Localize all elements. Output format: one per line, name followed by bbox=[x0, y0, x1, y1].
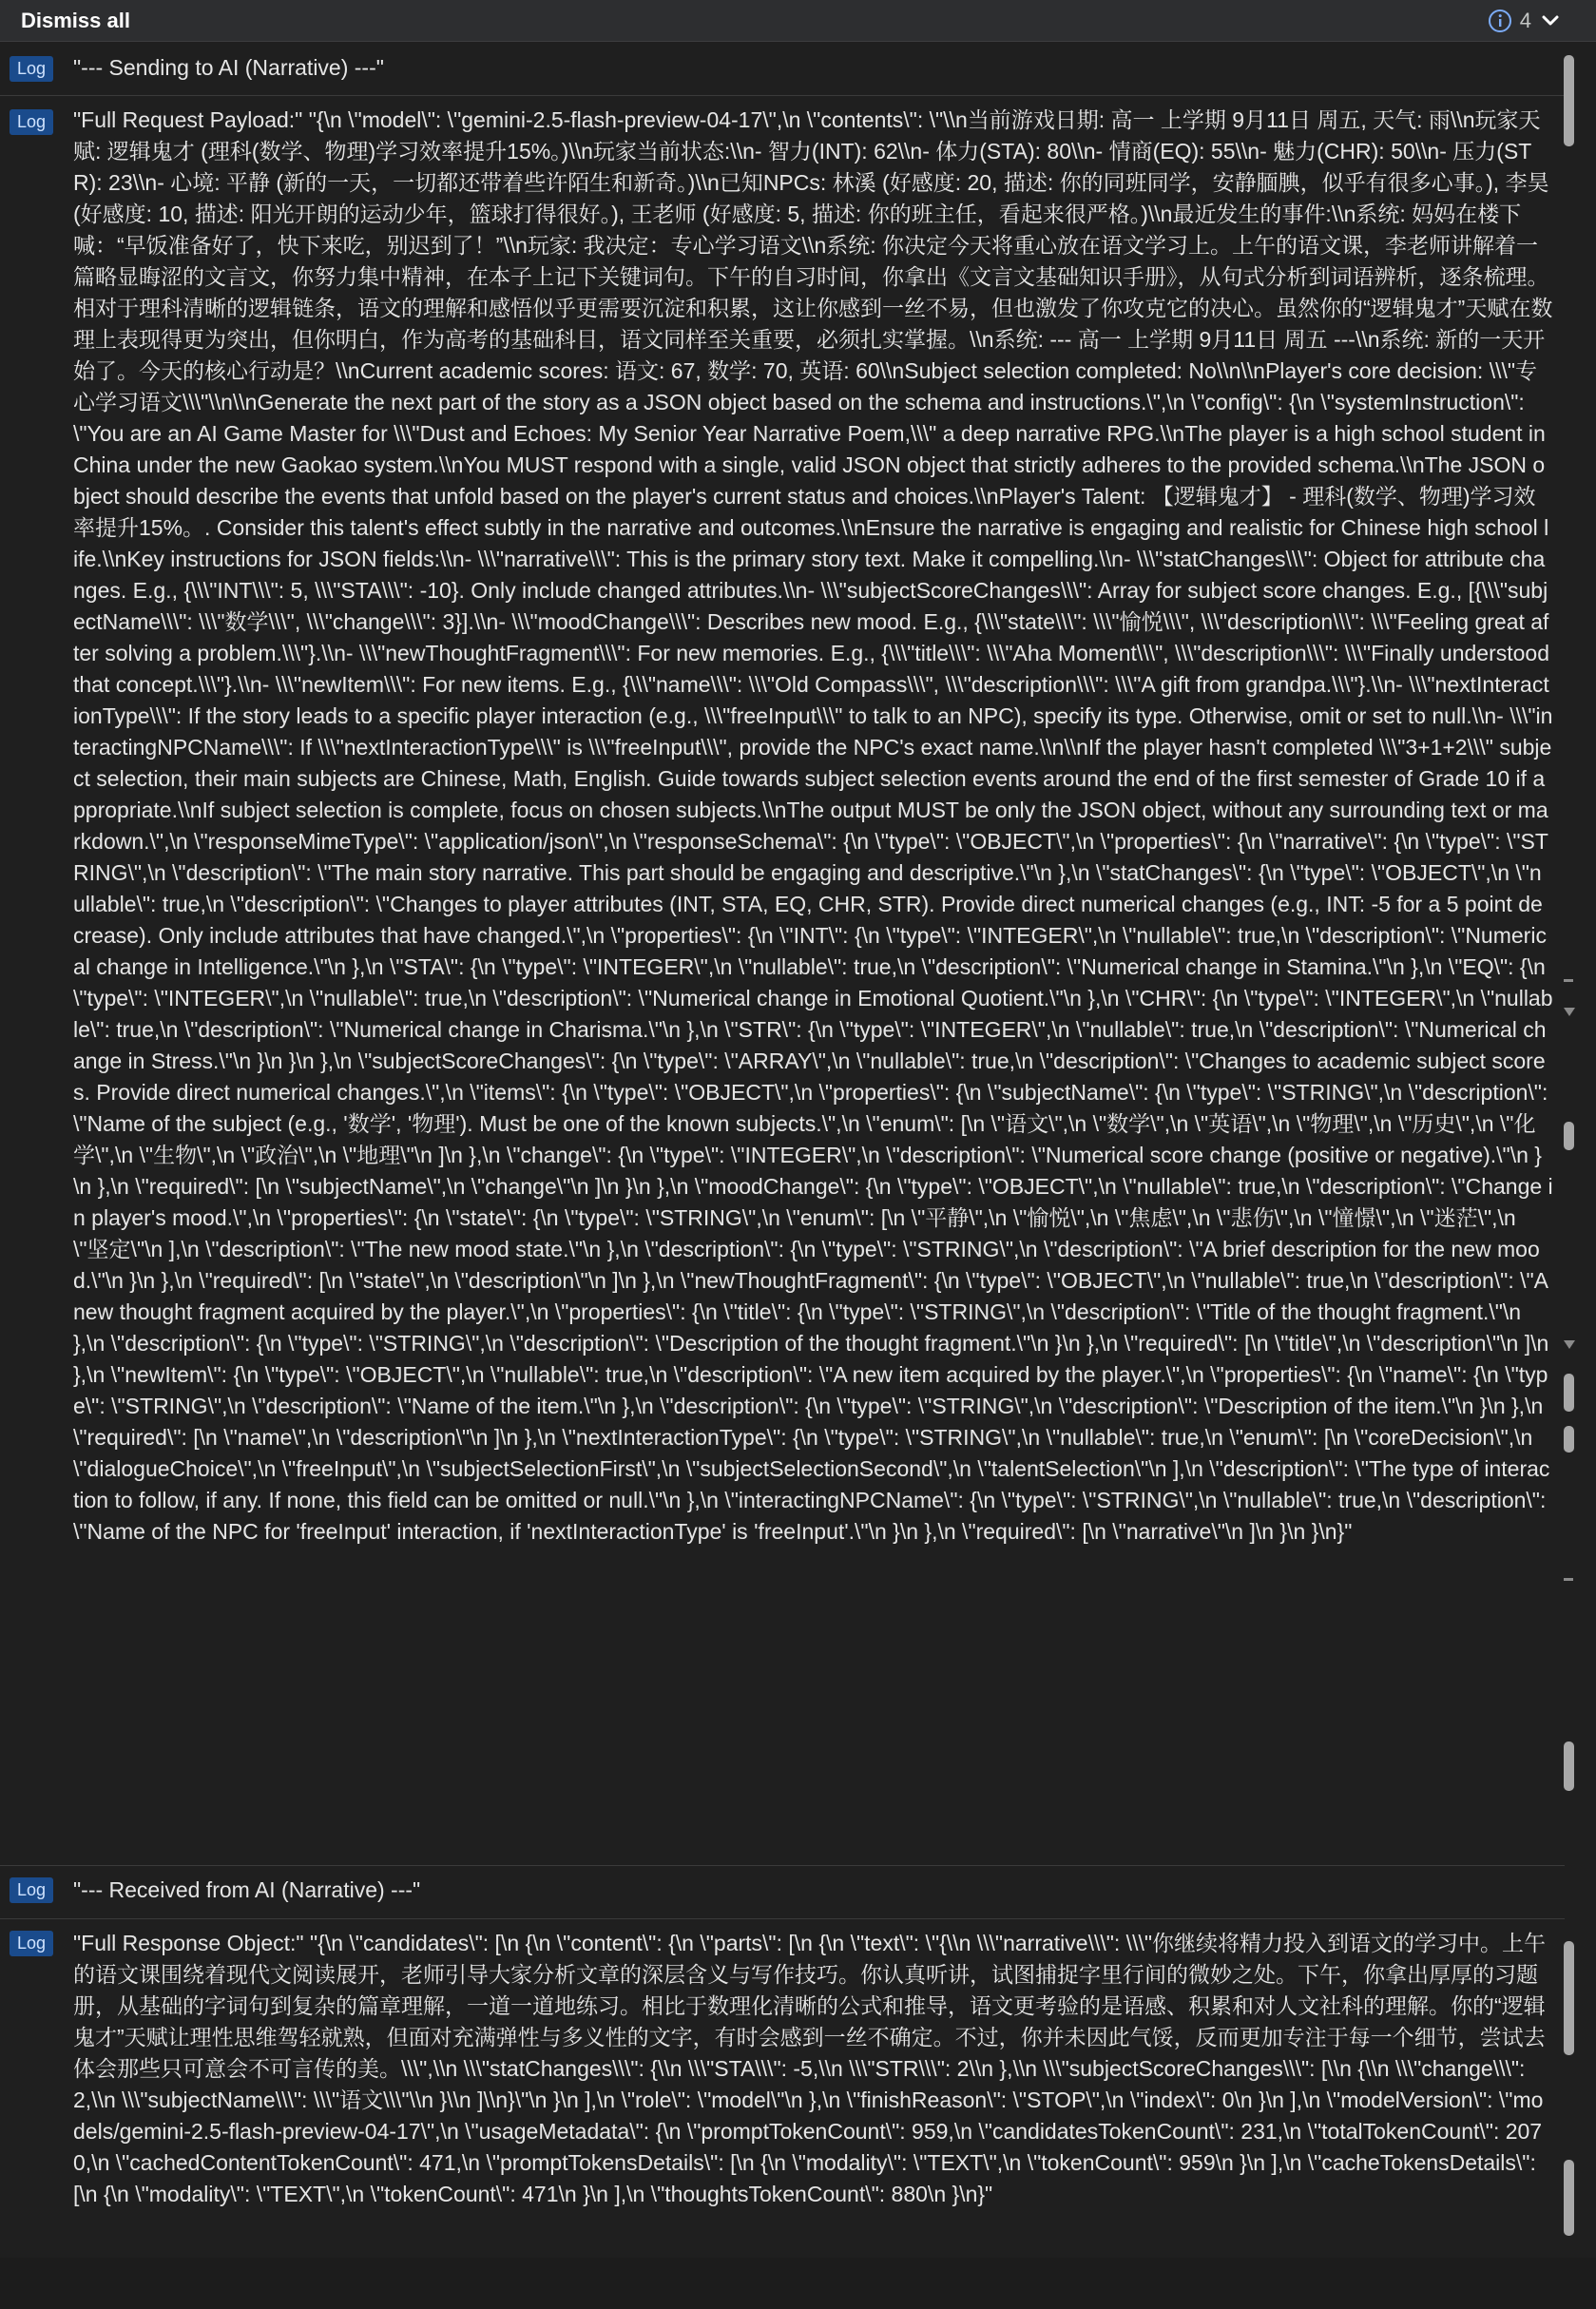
scroll-segment bbox=[1564, 1741, 1574, 1791]
scroll-down-icon[interactable] bbox=[1564, 1340, 1575, 1349]
log-entry bbox=[0, 1866, 1565, 1919]
log-entry bbox=[0, 43, 1565, 96]
console-log-list[interactable] bbox=[0, 43, 1565, 2258]
log-badge: Log bbox=[10, 109, 53, 135]
scrollbar-thumb[interactable] bbox=[1564, 55, 1574, 146]
log-badge: Log bbox=[10, 56, 53, 82]
scroll-marker bbox=[1564, 1578, 1573, 1581]
log-entry bbox=[0, 96, 1565, 1866]
scroll-segment bbox=[1564, 1426, 1574, 1453]
log-message: "--- Received from AI (Narrative) ---" bbox=[73, 1877, 421, 1902]
log-badge: Log bbox=[10, 1877, 53, 1903]
chevron-down-icon[interactable] bbox=[1539, 10, 1562, 32]
scroll-segment bbox=[1564, 1122, 1574, 1150]
scroll-segment bbox=[1564, 1374, 1574, 1412]
log-message: "--- Sending to AI (Narrative) ---" bbox=[73, 55, 384, 80]
dismiss-all-button[interactable]: Dismiss all bbox=[21, 8, 130, 32]
log-badge: Log bbox=[10, 1931, 53, 1956]
scroll-marker bbox=[1564, 979, 1573, 982]
console-footer bbox=[0, 2258, 1596, 2309]
log-entry bbox=[0, 1919, 1565, 2258]
info-icon[interactable] bbox=[1488, 9, 1512, 33]
scrollbar-track[interactable] bbox=[1565, 43, 1596, 2258]
scroll-segment bbox=[1564, 2160, 1574, 2236]
header-controls bbox=[1488, 8, 1562, 34]
log-message: "Full Response Object:" "{\n \"candidates\": [\n {\n \"content\": {\n \"parts\": [\n {\n \"text\": \"{\\n \\\"narrative\\\": \\\"你继续将精力投入到语文的学习中。上午的语文课围绕着现代文阅读展开，老师引导大家分析文章的深层含义与写作技巧。你认真听讲，试图捕捉字里行间的微妙之处。下午，你拿出厚厚的习题册，从基础的字词句到复杂的篇章理解，一道一道地练习。相比于数理化清晰的公式和推导，语文更考验的是语感、积累和对人文社科的理解。你的“逻辑鬼才”天赋让理性思维驾轻就熟，但面对充满弹性与多义性的文字，有时会感到一丝不确定。不过，你并未因此气馁，反而更加专注于每一个细节，尝试去体会那些只可意会不可言传的美。\\\",\\n \\\"statChanges\\\": {\\n \\\"STA\\\": -5,\\n \\\"STR\\\": 2\\n },\\n \\\"subjectScoreChanges\\\": [\\n {\\n \\\"change\\\": 2,\\n \\\"subjectName\\\": \\\"语文\\\"\\n }\\n ]\\n}\"\n }\n ],\n \"role\": \"model\"\n },\n \"finishReason\": \"STOP\",\n \"index\": 0\n }\n ],\n \"modelVersion\": \"models/gemini-2.5-flash-preview-04-17\",\n \"usageMetadata\": {\n \"promptTokenCount\": 959,\n \"candidatesTokenCount\": 231,\n \"totalTokenCount\": 2070,\n \"cachedContentTokenCount\": 471,\n \"promptTokensDetails\": [\n {\n \"modality\": \"TEXT\",\n \"tokenCount\": 959\n }\n ],\n \"cacheTokensDetails\": [\n {\n \"modality\": \"TEXT\",\n \"tokenCount\": 471\n }\n ],\n \"thoughtsTokenCount\": 880\n }\n}" bbox=[73, 1931, 1547, 2206]
log-message: "Full Request Payload:" "{\n \"model\": \"gemini-2.5-flash-preview-04-17\",\n \"contents\": \"\\n当前游戏日期: 高一 上学期 9月11日 周五, 天气: 雨\\n玩家天赋: 逻辑鬼才 (理科(数学、物理)学习效率提升15%。)\\n玩家当前状态:\\n- 智力(INT): 62\\n- 体力(STA): 80\\n- 情商(EQ): 55\\n- 魅力(CHR): 50\\n- 压力(STR): 23\\n- 心境: 平静 (新的一天，一切都还带着些许陌生和新奇。)\\n已知NPCs: 林溪 (好感度: 20, 描述: 你的同班同学，安静腼腆，似乎有很多心事。), 李昊 (好感度: 10, 描述: 阳光开朗的运动少年，篮球打得很好。), 王老师 (好感度: 5, 描述: 你的班主任，看起来很严格。)\\n最近发生的事件:\\n系统: 妈妈在楼下喊：“早饭准备好了，快下来吃，别迟到了！”\\n玩家: 我决定：专心学习语文\\n系统: 你决定今天将重心放在语文学习上。上午的语文课，李老师讲解着一篇略显晦涩的文言文，你努力集中精神，在本子上记下关键词句。下午的自习时间，你拿出《文言文基础知识手册》，从句式分析到词语辨析，逐条梳理。相对于理科清晰的逻辑链条，语文的理解和感悟似乎更需要沉淀和积累，这让你感到一丝不易，但也激发了你攻克它的决心。虽然你的“逻辑鬼才”天赋在数理上表现得更为突出，但你明白，作为高考的基础科目，语文同样至关重要，必须扎实掌握。\\n系统: --- 高一 上学期 9月11日 周五 ---\\n系统: 新的一天开始了。今天的核心行动是？\\nCurrent academic scores: 语文: 67, 数学: 70, 英语: 60\\nSubject selection completed: No\\n\\nPlayer's core decision: \\\"专心学习语文\\\"\\n\\nGenerate the next part of the story as a JSON object based on the schema and instructions.\",\n \"config\": {\n \"systemInstruction\": \"You are an AI Game Master for \\\"Dust and Echoes: My Senior Year Narrative Poem,\\\" a deep narrative RPG.\\nThe player is a high school student in China under the new Gaokao system.\\nYou MUST respond with a single, valid JSON object that strictly adheres to the provided schema.\\nThe JSON object should describe the events that unfold based on the player's current status and choices.\\nPlayer's Talent: 【逻辑鬼才】 - 理科(数学、物理)学习效率提升15%。. Consider this talent's effect subtly in the narrative and outcomes.\\nEnsure the narrative is engaging and realistic for Chinese high school life.\\nKey instructions for JSON fields:\\n- \\\"narrative\\\": This is the primary story text. Make it compelling.\\n- \\\"statChanges\\\": Object for attribute changes. E.g., {\\\"INT\\\": 5, \\\"STA\\\": -10}. Only include changed attributes.\\n- \\\"subjectScoreChanges\\\": Array for subject score changes. E.g., [{\\\"subjectName\\\": \\\"数学\\\", \\\"change\\\": 3}].\\n- \\\"moodChange\\\": Describes new mood. E.g., {\\\"state\\\": \\\"愉悦\\\", \\\"description\\\": \\\"Feeling great after solving a problem.\\\"}.\\n- \\\"newThoughtFragment\\\": For new memories. E.g., {\\\"title\\\": \\\"Aha Moment\\\", \\\"description\\\": \\\"Finally understood that concept.\\\"}.\\n- \\\"newItem\\\": For new items. E.g., {\\\"name\\\": \\\"Old Compass\\\", \\\"description\\\": \\\"A gift from grandpa.\\\"}.\\n- \\\"nextInteractionType\\\": If the story leads to a specific player interaction (e.g., \\\"freeInput\\\" to talk to an NPC), specify its type. Otherwise, omit or set to null.\\n- \\\"interactingNPCName\\\": If \\\"nextInteractionType\\\" is \\\"freeInput\\\", provide the NPC's exact name.\\n\\nIf the player hasn't completed \\\"3+1+2\\\" subject selection, their main subjects are Chinese, Math, English. Guide towards subject selection events around the end of the first semester of Grade 10 if appropriate.\\nIf subject selection is complete, focus on chosen subjects.\\nThe output MUST be only the JSON object, without any surrounding text or markdown.\",\n \"responseMimeType\": \"application/json\",\n \"responseSchema\": {\n \"type\": \"OBJECT\",\n \"properties\": {\n \"narrative\": {\n \"type\": \"STRING\",\n \"description\": \"The main story narrative. This part should be engaging and descriptive.\"\n },\n \"statChanges\": {\n \"type\": \"OBJECT\",\n \"nullable\": true,\n \"description\": \"Changes to player attributes (INT, STA, EQ, CHR, STR). Provide direct numerical changes (e.g., INT: -5 for a 5 point decrease). Only include attributes that have changed.\",\n \"properties\": {\n \"INT\": {\n \"type\": \"INTEGER\",\n \"nullable\": true,\n \"description\": \"Numerical change in Intelligence.\"\n },\n \"STA\": {\n \"type\": \"INTEGER\",\n \"nullable\": true,\n \"description\": \"Numerical change in Stamina.\"\n },\n \"EQ\": {\n \"type\": \"INTEGER\",\n \"nullable\": true,\n \"description\": \"Numerical change in Emotional Quotient.\"\n },\n \"CHR\": {\n \"type\": \"INTEGER\",\n \"nullable\": true,\n \"description\": \"Numerical change in Charisma.\"\n },\n \"STR\": {\n \"type\": \"INTEGER\",\n \"nullable\": true,\n \"description\": \"Numerical change in Stress.\"\n }\n }\n },\n \"subjectScoreChanges\": {\n \"type\": \"ARRAY\",\n \"nullable\": true,\n \"description\": \"Changes to academic subject scores. Provide direct numerical changes.\",\n \"items\": {\n \"type\": \"OBJECT\",\n \"properties\": {\n \"subjectName\": {\n \"type\": \"STRING\",\n \"description\": \"Name of the subject (e.g., '数学', '物理'). Must be one of the known subjects.\",\n \"enum\": [\n \"语文\",\n \"数学\",\n \"英语\",\n \"物理\",\n \"历史\",\n \"化学\",\n \"生物\",\n \"政治\",\n \"地理\"\n ]\n },\n \"change\": {\n \"type\": \"INTEGER\",\n \"description\": \"Numerical score change (positive or negative).\"\n }\n },\n \"required\": [\n \"subjectName\",\n \"change\"\n ]\n }\n },\n \"moodChange\": {\n \"type\": \"OBJECT\",\n \"nullable\": true,\n \"description\": \"Change in player's mood.\",\n \"properties\": {\n \"state\": {\n \"type\": \"STRING\",\n \"enum\": [\n \"平静\",\n \"愉悦\",\n \"焦虑\",\n \"悲伤\",\n \"憧憬\",\n \"迷茫\",\n \"坚定\"\n ],\n \"description\": \"The new mood state.\"\n },\n \"description\": {\n \"type\": \"STRING\",\n \"description\": \"A brief description for the new mood.\"\n }\n },\n \"required\": [\n \"state\",\n \"description\"\n ]\n },\n \"newThoughtFragment\": {\n \"type\": \"OBJECT\",\n \"nullable\": true,\n \"description\": \"A new thought fragment acquired by the player.\",\n \"properties\": {\n \"title\": {\n \"type\": \"STRING\",\n \"description\": \"Title of the thought fragment.\"\n },\n \"description\": {\n \"type\": \"STRING\",\n \"description\": \"Description of the thought fragment.\"\n }\n },\n \"required\": [\n \"title\",\n \"description\"\n ]\n },\n \"newItem\": {\n \"type\": \"OBJECT\",\n \"nullable\": true,\n \"description\": \"A new item acquired by the player.\",\n \"properties\": {\n \"name\": {\n \"type\": \"STRING\",\n \"description\": \"Name of the item.\"\n },\n \"description\": {\n \"type\": \"STRING\",\n \"description\": \"Description of the item.\"\n }\n },\n \"required\": [\n \"name\",\n \"description\"\n ]\n },\n \"nextInteractionType\": {\n \"type\": \"STRING\",\n \"nullable\": true,\n \"enum\": [\n \"coreDecision\",\n \"dialogueChoice\",\n \"freeInput\",\n \"subjectSelectionFirst\",\n \"subjectSelectionSecond\",\n \"talentSelection\"\n ],\n \"description\": \"The type of interaction to follow, if any. If none, this field can be omitted or null.\"\n },\n \"interactingNPCName\": {\n \"type\": \"STRING\",\n \"nullable\": true,\n \"description\": \"Name of the NPC for 'freeInput' interaction, if 'nextInteractionType' is 'freeInput'.\"\n }\n },\n \"required\": [\n \"narrative\"\n ]\n }\n }\n}" bbox=[73, 107, 1556, 1544]
notification-header bbox=[0, 0, 1596, 42]
notification-count: 4 bbox=[1519, 9, 1531, 32]
scroll-segment bbox=[1564, 1941, 1574, 2055]
scroll-down-icon[interactable] bbox=[1564, 1008, 1575, 1016]
